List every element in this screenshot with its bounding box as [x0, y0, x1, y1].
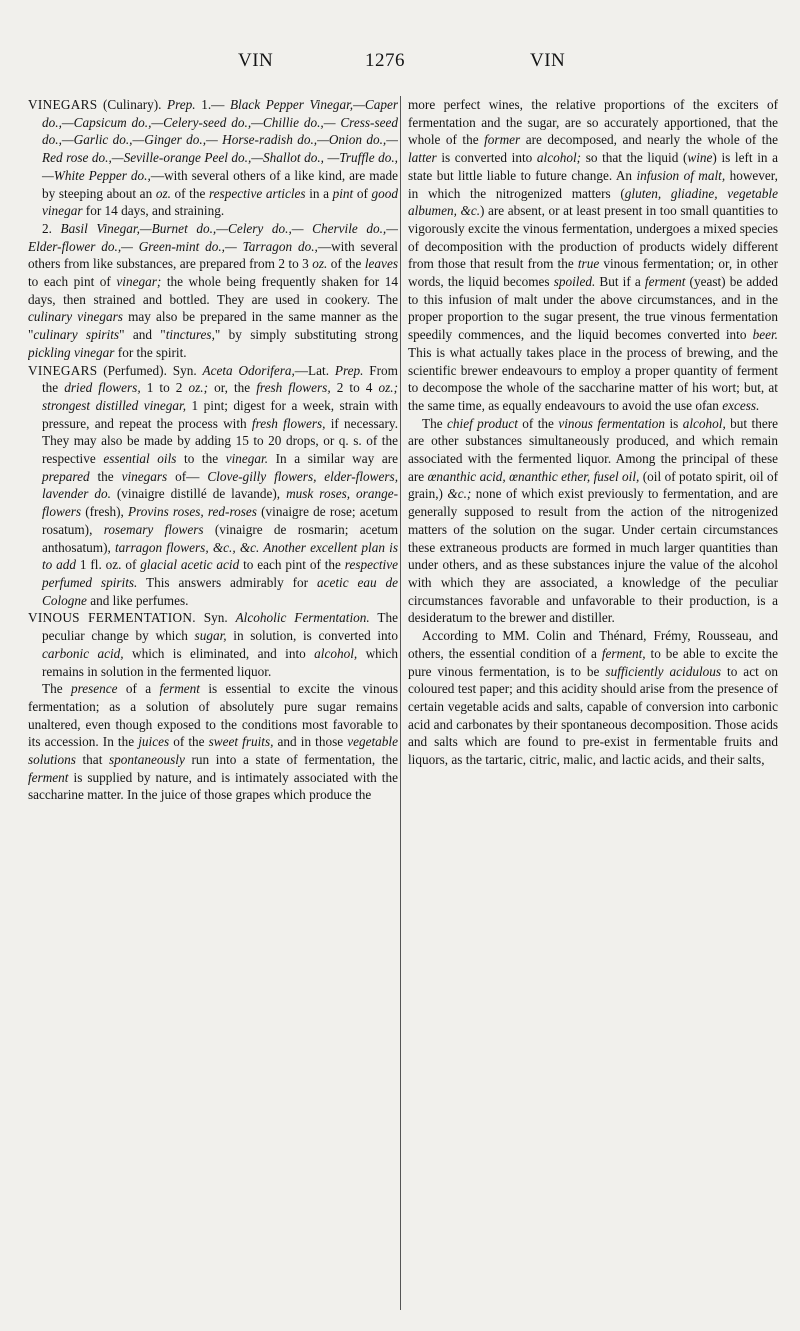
header-right-guide-word: VIN — [530, 50, 566, 71]
column-divider — [400, 96, 401, 1310]
left-column — [28, 96, 398, 1314]
paragraph-basil-vinegar: 2. Basil Vinegar,—Burnet do.,—Celery do.,— Chervile do.,—Elder-flower do.,— Green-mint do.,— Tarragon do.,—with several others from like substances, are prepared from 2 to 3 oz. of the leaves to each pint of vinegar; the whole being frequently shaken for 14 days, then strained and bottled. They are used in cookery. The culinary vinegars may also be prepared in the same manner as the "culinary spirits" and "tinctures," by simply substituting strong pickling vinegar for the spirit. — [28, 220, 398, 360]
paragraph-perfect-wines: more perfect wines, the relative proportions of the exciters of fermentation and the sugar, are so accurately apportioned, that the whole of the former are decomposed, and nearly the whole of the latter is converted into alcohol; so that the liquid (wine) is left in a state but little liable to future change. An infusion of malt, however, in which the nitrogenized matters (gluten, gliadine, vegetable albumen, &c.) are absent, or at least present in too small quantities to vigorously excite the vinous fermentation, undergoes a mixed species of decomposition with the production of products widely different from those that result from the true vinous fermentation; or, in other words, the liquid becomes spoiled. But if a ferment (yeast) be added to this infusion of malt under the above circumstances, and in the proper proportion to the sugar present, the true vinous fermentation speedily commences, and the liquid becomes converted into beer. This is what actually takes place in the process of brewing, and the scientific brewer endeavours to employ a proper quantity of ferment to decompose the whole of the saccharine matter of his wort; but, at the same time, as equally endeavours to avoid the use ofan excess. — [408, 97, 778, 413]
entry-vinegars-culinary: VINEGARS (Culinary). Prep. 1.— Black Pepper Vinegar,—Caper do.,—Capsicum do.,—Celery-seed do.,—Chillie do.,— Cress-seed do.,—Garlic do.,—Ginger do.,— Horse-radish do.,—Onion do.,—Red rose do.,—Seville-orange Peel do.,—Shallot do., —Truffle do.,—White Pepper do.,—with several others of a like kind, are made by steeping about an oz. of the respective articles in a pint of good vinegar for 14 days, and straining. — [28, 97, 398, 219]
right-column — [408, 96, 778, 1314]
header-left-guide-word: VIN — [238, 50, 274, 71]
paragraph-chief-product: The chief product of the vinous fermentation is alcohol, but there are other substances simultaneously produced, and which remain associated with the fermented liquor. Among the principal of these are œnanthic acid, œnanthic ether, fusel oil, (oil of potato spirit, oil of grain,) &c.; none of which exist previously to fermentation, and are generally supposed to result from the action of the nitrogenized matters of the solution on the sugar. Under certain circumstances these extraneous products are formed in much larger quantities than under others, and as these substances injure the value of the alcohol with which they are associated, a knowledge of the peculiar circumstances favorable and unfavorable to their production, is a desideratum to the brewer and distiller. — [408, 415, 778, 626]
entry-vinous-fermentation: VINOUS FERMENTATION. Syn. Alcoholic Fermentation. The peculiar change by which sugar, in solution, is converted into carbonic acid, which is eliminated, and into alcohol, which remains in solution in the fermented liquor. — [28, 610, 398, 679]
page-number: 1276 — [365, 50, 405, 71]
paragraph-presence-of-ferment: The presence of a ferment is essential to excite the vinous fermentation; as a solution of absolutely pure sugar remains unaltered, even though exposed to the conditions most favorable to its accession. In the juices of the sweet fruits, and in those vegetable solutions that spontaneously run into a state of fermentation, the ferment is supplied by nature, and is intimately associated with the saccharine matter. In the juice of those grapes which produce the — [28, 681, 398, 803]
running-header — [0, 50, 800, 76]
paragraph-colin-thenard: According to MM. Colin and Thénard, Frémy, Rousseau, and others, the essential condition of a ferment, to be able to excite the pure vinous fermentation, is to be sufficiently acidulous to act on coloured test paper; and this acidity should arise from the presence of certain vegetable acids and salts, capable of conversion into carbonic acid and carbonates by their spontaneous decomposition. Those acids and salts which are found to pre-exist in fermentable fruits and liquors, as the tartaric, citric, malic, and lactic acids, and their salts, — [408, 628, 778, 768]
entry-vinegars-perfumed: VINEGARS (Perfumed). Syn. Aceta Odorifera,—Lat. Prep. From the dried flowers, 1 to 2 oz.; or, the fresh flowers, 2 to 4 oz.; strongest distilled vinegar, 1 pint; digest for a week, strain with pressure, and repeat the process with fresh flowers, if necessary. They may also be made by adding 15 to 20 drops, or q. s. of the respective essential oils to the vinegar. In a similar way are prepared the vinegars of— Clove-gilly flowers, elder-flowers, lavender do. (vinaigre distillé de lavande), musk roses, orange-flowers (fresh), Provins roses, red-roses (vinaigre de rose; acetum rosatum), rosemary flowers (vinaigre de rosmarin; acetum anthosatum), tarragon flowers, &c., &c. Another excellent plan is to add 1 fl. oz. of glacial acetic acid to each pint of the respective perfumed spirits. This answers admirably for acetic eau de Cologne and like perfumes. — [28, 362, 398, 608]
